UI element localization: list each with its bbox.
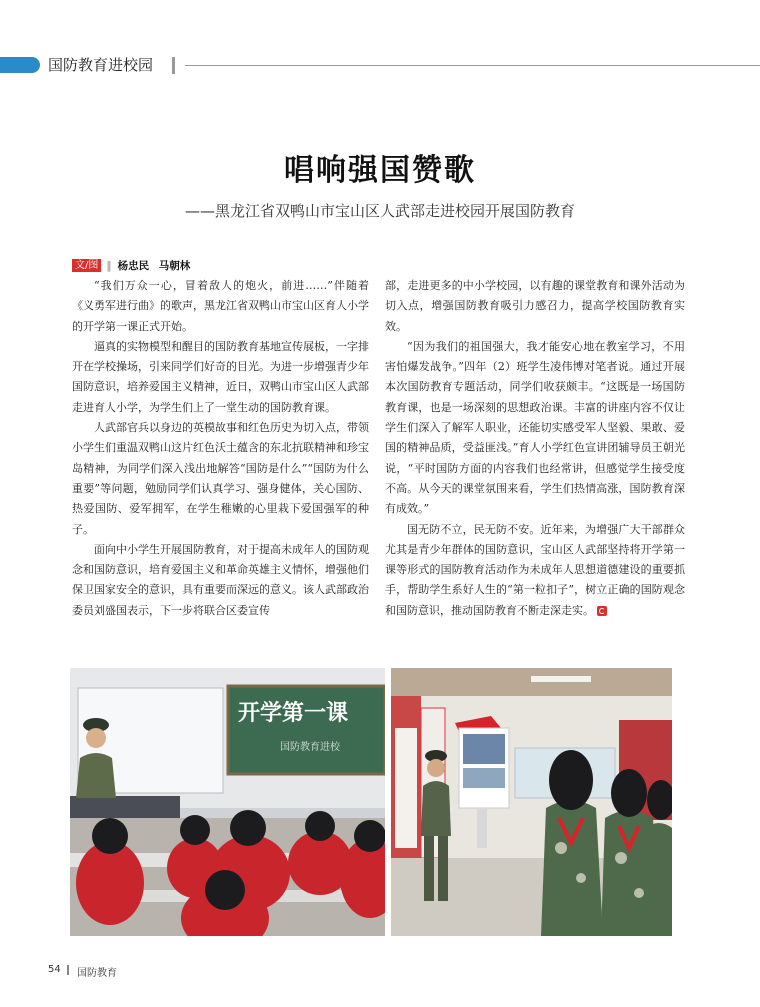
paragraph-last (385, 520, 685, 621)
photo-exhibition (391, 668, 672, 936)
article-title: 唱响强国赞歌 (284, 153, 476, 188)
paragraph: 人武部官兵以身边的英模故事和红色历史为切入点，带领小学生们重温双鸭山这片红色沃土蕴含的东北抗联精神和珍宝岛精神，为同学们深入浅出地解答“国防是什么”“国防为什么重要”等问题，勉励同学们认真学习、强身健体，关心国防、热爱国防、爱军拥军，在学生稚嫩的心里栽下爱国强军的种子。 (72, 421, 369, 536)
blackboard-title: 开学第一课 (238, 700, 349, 726)
paragraph: “因为我们的祖国强大，我才能安心地在教室学习，不用害怕爆发战争。”四年（2）班学生凌伟博对笔者说。通过开展本次国防教育专题活动，同学们收获颇丰。“这既是一场国防教育课，也是一场深刻的思想政治课。丰富的讲座内容不仅让学生们深入了解军人职业，还能切实感受军人坚毅、果敢、爱国的精神品质，受益匪浅。”育人小学红色宣讲团辅导员王朝光说，“平时国防方面的内容我们也经常讲，但感觉学生接受度不高。从今天的课堂氛围来看，学生们热情高涨，国防教育深有成效。” (385, 339, 685, 516)
byline (72, 258, 190, 273)
end-of-article-icon (597, 606, 607, 616)
section-tab-marker (0, 57, 40, 73)
paragraph: 逼真的实物模型和醒目的国防教育基地宣传展板，一字排开在学校操场，引来同学们好奇的目光。为进一步增强青少年国防意识，培养爱国主义精神，近日，双鸭山市宝山区人武部走进育人小学，为学生们上了一堂生动的国防教育课。 (72, 339, 369, 414)
paragraph-continuation: 部，走进更多的中小学校园，以有趣的课堂教育和课外活动为切入点，增强国防教育吸引力感召力，提高学校国防教育实效。 (385, 279, 685, 333)
page-number: 54 (48, 964, 61, 975)
byline-separator: ‖ (106, 259, 112, 272)
paragraph-text: 国无防不立，民无防不安。近年来，为增强广大干部群众尤其是青少年群体的国防意识，宝山区人武部坚持将开学第一课等形式的国防教育活动作为未成年人思想道德建设的重要抓手，帮助学生系好人生的“第一粒扣子”，树立正确的国防观念和国防意识，推动国防教育不断走深走实。 (385, 522, 685, 617)
magazine-name: 国防教育 (77, 968, 117, 979)
article-column-left (72, 276, 369, 621)
header-rule (185, 65, 760, 66)
section-title: 国防教育进校园 (48, 56, 154, 74)
paragraph: “我们万众一心，冒着敌人的炮火，前进……”伴随着《义勇军进行曲》的歌声，黑龙江省双鸭山市宝山区育人小学的开学第一课正式开始。 (72, 279, 369, 333)
byline-tag: 文/图 (72, 259, 101, 272)
paragraph: 面向中小学生开展国防教育，对于提高未成年人的国防观念和国防意识，培育爱国主义和革命英雄主义情怀，增强他们保卫国家安全的意识，具有重要而深远的意义。该人武部政治委员刘盛国表示，下一步将联合区委宣传 (72, 542, 369, 617)
photo-exhibition-illustration (391, 668, 672, 936)
footer-divider (67, 965, 69, 975)
article-subtitle: ——黑龙江省双鸭山市宝山区人武部走进校园开展国防教育 (184, 202, 575, 220)
header-divider (172, 57, 175, 74)
photo-classroom (70, 668, 385, 936)
blackboard-subtitle: 国防教育进校 (280, 742, 340, 753)
byline-authors: 杨忠民 马朝林 (117, 260, 191, 272)
photo-classroom-illustration (70, 668, 385, 936)
article-column-right (385, 276, 685, 621)
